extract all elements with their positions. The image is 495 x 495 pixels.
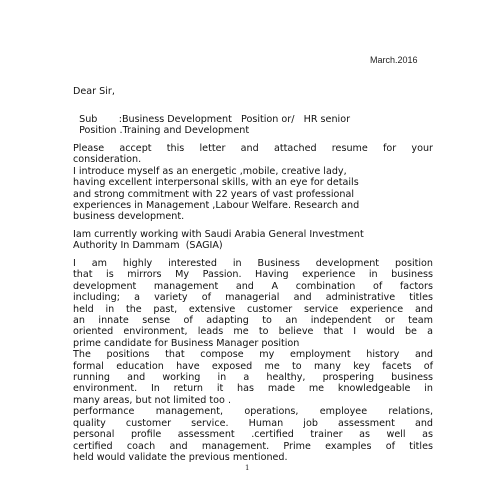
paragraph-line: The positions that compose my employment history and <box>73 349 433 361</box>
letter-date: March.2016 <box>370 55 418 65</box>
paragraph-line: I introduce myself as an energetic ,mobile, creative lady, <box>73 165 347 177</box>
subject-line: Position .Training and Development <box>73 125 250 137</box>
paragraph-line: held in the past, extensive customer service experience and <box>73 303 433 315</box>
salutation-line: Dear Sir, <box>73 86 115 97</box>
paragraph-line: Iam currently working with Saudi Arabia General Investment <box>73 229 364 240</box>
paragraph-line: quality customer service. Human job assessment and <box>73 417 433 429</box>
paragraph-line: Authority In Dammam (SAGIA) <box>73 240 223 252</box>
paragraph-line: an innate sense of adapting to an independent or team <box>73 315 433 327</box>
paragraph-line: I am highly interested in Business development position <box>73 258 433 269</box>
subject-line: Sub :Business Development Position or/ HR senior <box>73 114 351 125</box>
paragraph-line: having excellent interpersonal skills, with an eye for details <box>73 177 359 189</box>
paragraph-line: running and working in a healthy, prospering business <box>73 372 433 384</box>
paragraph-line: formal education have exposed me to many key facets of <box>73 360 433 372</box>
paragraph-line: certified coach and management. Prime examples of titles <box>73 440 433 452</box>
paragraph-current-position <box>73 229 433 252</box>
paragraph-line: performance management, operations, employee relations, <box>73 406 433 418</box>
paragraph-line: oriented environment, leads me to believe that I would be a <box>73 326 433 338</box>
paragraph-interest <box>73 258 433 463</box>
paragraph-line: business development. <box>73 211 185 223</box>
subject-block <box>73 114 433 137</box>
paragraph-line: environment. In return it has made me knowledgeable in <box>73 383 433 395</box>
paragraph-line: personal profile assessment .certified trainer as well as <box>73 429 433 441</box>
paragraph-line: Please accept this letter and attached resume for your <box>73 143 433 154</box>
page-number: 1 <box>245 464 250 472</box>
paragraph-line: experiences in Management ,Labour Welfare. Research and <box>73 200 360 212</box>
paragraph-introduction <box>73 143 433 223</box>
salutation <box>73 86 433 97</box>
paragraph-line: development management and A combination of factors <box>73 280 433 292</box>
paragraph-line: consideration. <box>73 154 142 166</box>
paragraph-line: many areas, but not limited too . <box>73 394 232 406</box>
paragraph-line: that is mirrors My Passion. Having experience in business <box>73 269 433 281</box>
paragraph-line: prime candidate for Business Manager position <box>73 337 300 349</box>
paragraph-line: and strong commitment with 22 years of vast professional <box>73 188 354 200</box>
paragraph-line: including; a variety of managerial and administrative titles <box>73 292 433 304</box>
paragraph-line: held would validate the previous mentioned. <box>73 451 288 463</box>
